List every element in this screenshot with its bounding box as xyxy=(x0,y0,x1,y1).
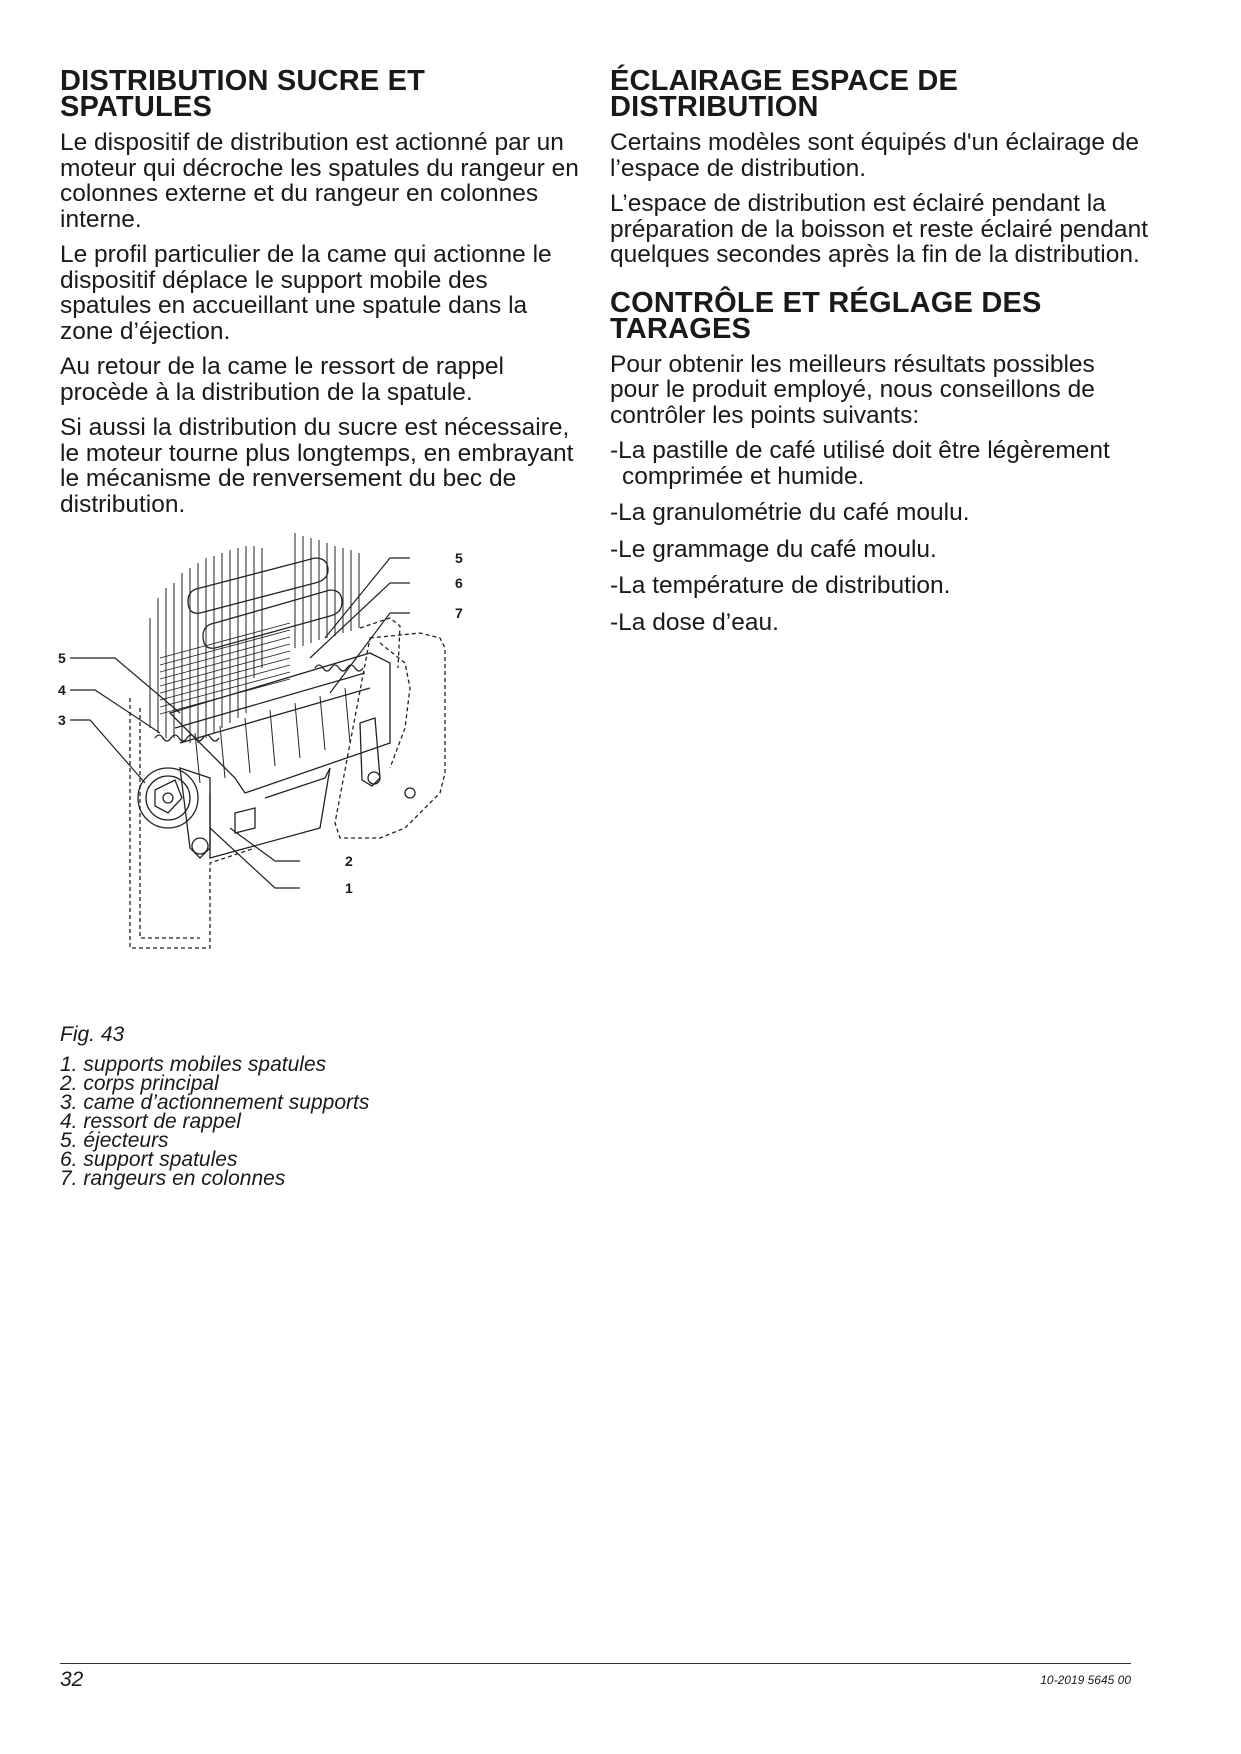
list-item: -La granulométrie du café moulu. xyxy=(610,499,970,526)
list-item: -La température de distribution. xyxy=(610,572,951,599)
callout-1: 1 xyxy=(345,880,353,896)
section-title-calibration: CONTRÔLE ET RÉGLAGE DES TARAGES xyxy=(610,286,1042,345)
footer-divider xyxy=(60,1663,1131,1664)
right-column xyxy=(610,65,1150,646)
left-column xyxy=(60,65,580,527)
paragraph: Certains modèles sont équipés d'un éclairage de l’espace de distribution. xyxy=(610,129,1140,182)
section-title-lighting: ÉCLAIRAGE ESPACE DE DISTRIBUTION xyxy=(610,65,959,123)
callout-5-top: 5 xyxy=(455,550,463,566)
figure-legend xyxy=(60,1055,369,1188)
paragraph: Le dispositif de distribution est actionné par un moteur qui décroche les spatules du rangeur en colonnes externe et du rangeur en colonnes interne. xyxy=(60,129,579,233)
paragraph: L’espace de distribution est éclairé pendant la préparation de la boisson et reste éclairé pendant quelques secondes après la fin de la distribution. xyxy=(610,190,1148,268)
callout-4: 4 xyxy=(58,682,66,698)
list-item: -Le grammage du café moulu. xyxy=(610,535,937,563)
list-item: -La pastille de café utilisé doit être légèrement comprimée et humide. xyxy=(610,437,1110,490)
legend-item: 3. came d’actionnement supports xyxy=(60,1091,370,1114)
paragraph: Si aussi la distribution du sucre est nécessaire, le moteur tourne plus longtemps, en embrayant le mécanisme de renversement du bec de distribution. xyxy=(60,414,574,518)
legend-item: 6. support spatules xyxy=(60,1148,238,1171)
legend-item: 1. supports mobiles spatules xyxy=(60,1053,327,1076)
checklist xyxy=(610,438,1150,635)
callout-2: 2 xyxy=(345,853,353,869)
page-number: 32 xyxy=(60,1668,84,1691)
legend-item: 7. rangeurs en colonnes xyxy=(60,1167,286,1190)
legend-item: 5. éjecteurs xyxy=(60,1129,169,1152)
legend-item: 4. ressort de rappel xyxy=(60,1110,241,1133)
figure-caption: Fig. 43 xyxy=(60,1023,125,1046)
paragraph: Pour obtenir les meilleurs résultats possibles pour le produit employé, nous conseillons de contrôler les points suivants: xyxy=(610,350,1095,429)
section-title-sugar-spatulas: DISTRIBUTION SUCRE ET SPATULES xyxy=(60,65,426,123)
callout-7: 7 xyxy=(455,605,463,621)
callout-3: 3 xyxy=(58,712,66,728)
list-item: -La dose d’eau. xyxy=(610,608,779,636)
legend-item: 2. corps principal xyxy=(60,1072,219,1095)
callout-6: 6 xyxy=(455,575,463,591)
mechanism-illustration xyxy=(60,528,520,1018)
paragraph: Au retour de la came le ressort de rappel procède à la distribution de la spatule. xyxy=(60,353,504,406)
document-reference: 10-2019 5645 00 xyxy=(1040,1673,1131,1687)
paragraph: Le profil particulier de la came qui actionne le dispositif déplace le support mobile des spatules en accueillant une spatule dans la zone d’éjection. xyxy=(60,241,552,345)
callout-5-left: 5 xyxy=(58,650,66,666)
